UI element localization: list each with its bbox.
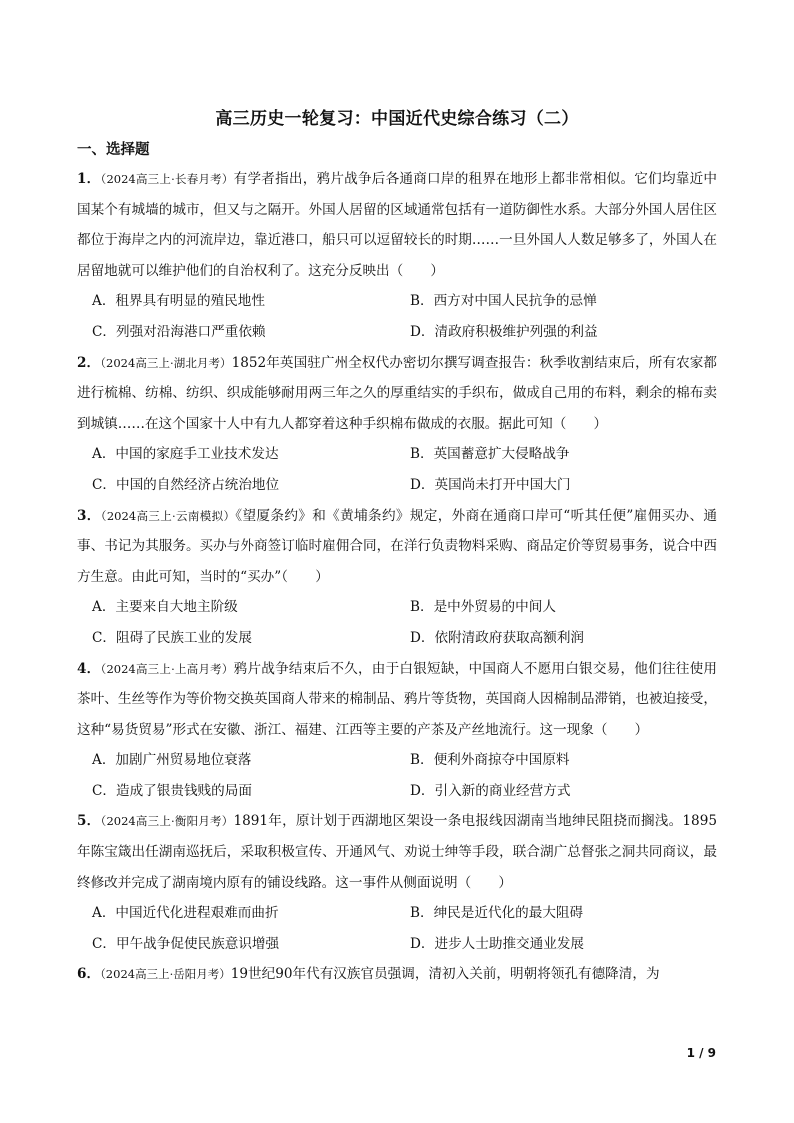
option-b: B．是中外贸易的中间人 xyxy=(410,599,556,616)
option-c: C．造成了银贵钱贱的局面 xyxy=(92,782,252,799)
option-d: D．依附清政府获取高额利润 xyxy=(410,629,585,646)
option-b: B．绅民是近代化的最大阻碍 xyxy=(410,905,584,922)
question-6 xyxy=(77,959,717,990)
question-1 xyxy=(77,164,717,348)
question-text: 有学者指出，鸦片战争后各通商口岸的租界在地形上都非常相似。它们均靠近中国某个有城墙的城市，但又与之隔开。外国人居留的区域通常包括有一道防御性水系。大部分外国人居住区都位于海岸之内的河流岸边，靠近港口，船只可以逗留较长的时期……一旦外国人人数足够多了，外国人在居留地就可以维护他们的自治权利了。这充分反映出（ ） xyxy=(77,171,717,279)
question-stem xyxy=(77,501,717,593)
option-a: A．加剧广州贸易地位衰落 xyxy=(92,752,252,769)
question-text: 鸦片战争结束后不久，由于白银短缺，中国商人不愿用白银交易，他们往往使用茶叶、生丝等作为等价物交换英国商人带来的棉制品、鸦片等货物，英国商人因棉制品滞销，也被迫接受，这种“易货贸易”形式在安徽、浙江、福建、江西等主要的产茶及产丝地流行。这一现象（ ） xyxy=(77,660,717,738)
question-stem xyxy=(77,959,717,990)
question-text: 1891年，原计划于西湖地区架设一条电报线因湖南当地绅民阻挠而搁浅。1895年陈宝箴出任湖南巡抚后，采取积极宣传、开通风气、劝说士绅等手段，联合湖广总督张之洞共同商议，最终修改并完成了湖南境内原有的铺设线路。这一事件从侧面说明（ ） xyxy=(77,813,717,891)
question-number: 3． xyxy=(77,507,101,524)
option-b: B．便利外商掠夺中国原料 xyxy=(410,752,570,769)
question-source: （2024高三上·湖北月考） xyxy=(100,355,232,370)
option-c: C．阻碍了民族工业的发展 xyxy=(92,629,252,646)
question-stem xyxy=(77,654,717,746)
question-stem xyxy=(77,806,717,898)
answer-options xyxy=(77,898,717,959)
question-source: （2024高三上·长春月考） xyxy=(100,172,234,186)
option-a: A．中国的家庭手工业技术发达 xyxy=(92,446,279,463)
question-5 xyxy=(77,806,717,959)
question-stem xyxy=(77,348,717,440)
question-3 xyxy=(77,501,717,654)
question-number: 5． xyxy=(77,813,101,830)
answer-options xyxy=(77,286,717,347)
question-source: （2024高三上·上高月考） xyxy=(100,661,234,676)
option-d: D．引入新的商业经营方式 xyxy=(410,782,571,799)
option-b: B．西方对中国人民抗争的忌惮 xyxy=(410,293,597,310)
option-c: C．列强对沿海港口严重依赖 xyxy=(92,323,266,340)
question-source: （2024高三上·云南模拟） xyxy=(100,508,236,523)
question-text: 1852年英国驻广州全权代办密切尔撰写调查报告：秋季收割结束后，所有农家都进行梳棉、纺棉、纺织、织成能够耐用两三年之久的厚重结实的手织布，做成自己用的布料，剩余的棉布卖到城镇……在这个国家十人中有九人都穿着这种手织棉布做成的衣服。据此可知（ ） xyxy=(77,354,718,432)
document-title: 高三历史一轮复习：中国近代史综合练习（二） xyxy=(215,109,579,129)
question-text: 19世纪90年代有汉族官员强调，清初入关前，明朝将领孔有德降清，为 xyxy=(230,966,660,983)
page-number: 1 / 9 xyxy=(686,1046,716,1060)
option-d: D．进步人士助推交通业发展 xyxy=(410,935,585,952)
answer-options xyxy=(77,592,717,653)
question-number: 6． xyxy=(77,966,101,983)
option-c: C．甲午战争促使民族意识增强 xyxy=(92,935,280,952)
option-b: B．英国蓄意扩大侵略战争 xyxy=(410,446,570,463)
option-c: C．中国的自然经济占统治地位 xyxy=(92,476,280,493)
question-number: 4． xyxy=(77,660,101,677)
question-4 xyxy=(77,654,717,807)
question-list xyxy=(77,164,717,990)
option-d: D．清政府积极维护列强的利益 xyxy=(410,323,598,340)
question-number: 1． xyxy=(77,171,101,187)
answer-options xyxy=(77,745,717,806)
option-a: A．主要来自大地主阶级 xyxy=(92,599,238,616)
option-a: A．租界具有明显的殖民地性 xyxy=(92,293,265,310)
question-text: 《望厦条约》和《黄埔条约》规定，外商在通商口岸可“听其任便”雇佣买办、通事、书记为其服务。买办与外商签订临时雇佣合同，在洋行负责物料采购、商品定价等贸易事务，说合中西方生意。由此可知，当时的“买办”（ ） xyxy=(77,507,717,585)
option-a: A．中国近代化进程艰难而曲折 xyxy=(92,905,279,922)
option-d: D．英国尚未打开中国大门 xyxy=(410,476,571,493)
question-2 xyxy=(77,348,717,501)
question-source: （2024高三上·衡阳月考） xyxy=(100,814,234,829)
section-heading: 一、选择题 xyxy=(77,142,150,158)
question-stem xyxy=(77,164,717,286)
question-source: （2024高三上·岳阳月考） xyxy=(100,967,231,982)
answer-options xyxy=(77,439,717,500)
question-number: 2． xyxy=(77,354,101,371)
